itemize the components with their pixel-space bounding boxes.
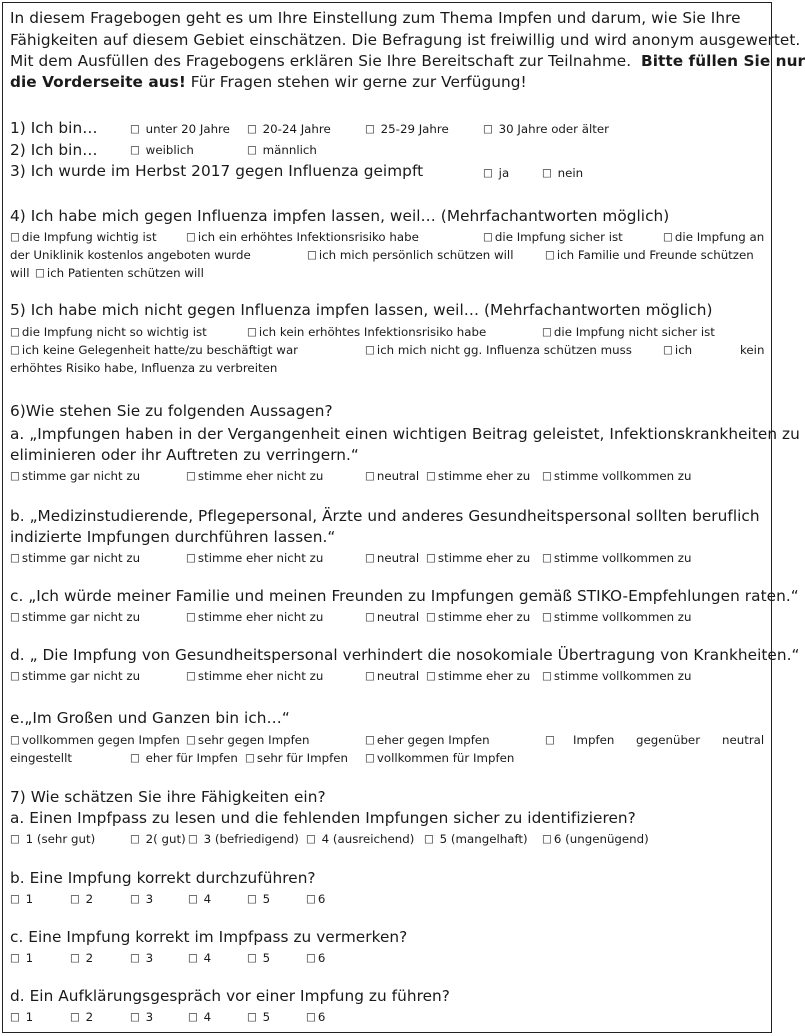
q6d-scale-4[interactable]: □ stimme eher zu [426,669,531,683]
q7c-question: c. Eine Impfung korrekt im Impfpass zu vermerken? [10,928,408,946]
q5-label: 5) Ich habe mich nicht gegen Influenza impfen lassen, weil… (Mehrfachantworten möglich) [10,301,713,319]
q6d-scale-2[interactable]: □ stimme eher nicht zu [186,669,324,683]
q1-option-under-20[interactable]: □ unter 20 Jahre [130,122,230,136]
q6e-option-neutral[interactable]: □ [545,734,555,746]
q7b-option-1[interactable]: □ 1 [10,892,34,906]
q6e-option-vollkommen-gegen[interactable]: □ vollkommen gegen Impfen [10,733,180,747]
q6b-scale-5[interactable]: □ stimme vollkommen zu [542,551,692,565]
q5-option-nicht-schuetzen[interactable]: □ ich mich nicht gg. Influenza schützen muss [365,343,632,357]
q7a-option-3[interactable]: □ 3 (befriedigend) [188,832,299,846]
q4-option-sicher[interactable]: □ die Impfung sicher ist [483,230,623,244]
q4-label: 4) Ich habe mich gegen Influenza impfen lassen, weil… (Mehrfachantworten möglich) [10,207,670,225]
q5-option-nicht-sicher[interactable]: □ die Impfung nicht sicher ist [542,325,715,339]
q5-option-kein-verbreitungsrisiko[interactable]: □ ich [663,343,693,357]
q7c-option-2[interactable]: □ 2 [70,951,94,965]
intro-line-3: Mit dem Ausfüllen des Fragebogens erklären Sie Ihre Bereitschaft zur Teilnahme. Bitte füllen Sie nur [10,52,805,70]
q5-line-3: erhöhtes Risiko habe, Influenza zu verbreiten [10,361,278,375]
q2-label: 2) Ich bin… [10,141,98,159]
q7b-option-6[interactable]: □ 6 [306,892,326,906]
q6b-scale-2[interactable]: □ stimme eher nicht zu [186,551,324,565]
q7a-option-2[interactable]: □ 2( gut) [130,832,186,846]
q6b-statement-line-2: indizierte Impfungen durchführen lassen.“ [10,528,336,546]
q7d-option-1[interactable]: □ 1 [10,1010,34,1024]
q6d-statement: d. „ Die Impfung von Gesundheitspersonal verhindert die nosokomiale Übertragung von Krankheiten.“ [10,646,800,664]
q1-label: 1) Ich bin… [10,119,98,137]
q7b-option-2[interactable]: □ 2 [70,892,94,906]
q5-line-2-end: kein [740,343,765,357]
q7d-option-3[interactable]: □ 3 [130,1010,154,1024]
q7b-option-5[interactable]: □ 5 [247,892,271,906]
q6e-option-eher-fuer[interactable]: □ eher für Impfen [130,751,238,765]
q6e-option-vollkommen-fuer[interactable]: □ vollkommen für Impfen [365,751,515,765]
q7b-option-4[interactable]: □ 4 [188,892,212,906]
q6c-scale-4[interactable]: □ stimme eher zu [426,610,531,624]
q6a-scale-4[interactable]: □ stimme eher zu [426,469,531,483]
q2-option-weiblich[interactable]: □ weiblich [130,143,194,157]
q7b-option-3[interactable]: □ 3 [130,892,154,906]
q6-label: 6)Wie stehen Sie zu folgenden Aussagen? [10,402,333,420]
q6b-statement-line-1: b. „Medizinstudierende, Pflegepersonal, Ärzte und anderes Gesundheitspersonal sollten beruflich [10,507,760,525]
q7c-option-4[interactable]: □ 4 [188,951,212,965]
q6e-neutral-word-2: gegenüber [636,733,701,747]
q1-option-20-24[interactable]: □ 20-24 Jahre [247,122,331,136]
q6e-option-sehr-fuer[interactable]: □ sehr für Impfen [245,751,348,765]
q6d-scale-3[interactable]: □ neutral [365,669,420,683]
q7c-option-5[interactable]: □ 5 [247,951,271,965]
q2-option-maennlich[interactable]: □ männlich [247,143,317,157]
q6d-scale-1[interactable]: □ stimme gar nicht zu [10,669,141,683]
q5-option-kein-risiko[interactable]: □ ich kein erhöhtes Infektionsrisiko habe [247,325,487,339]
q1-option-25-29[interactable]: □ 25-29 Jahre [365,122,449,136]
intro-line-4: die Vorderseite aus! Für Fragen stehen wir gerne zur Verfügung! [10,73,527,91]
q6b-scale-4[interactable]: □ stimme eher zu [426,551,531,565]
q1-option-30-plus[interactable]: □ 30 Jahre oder älter [483,122,610,136]
q4-option-patienten[interactable]: □ ich Patienten schützen will [35,266,204,280]
q7d-question: d. Ein Aufklärungsgespräch vor einer Impfung zu führen? [10,987,450,1005]
q7d-option-2[interactable]: □ 2 [70,1010,94,1024]
q6b-scale-3[interactable]: □ neutral [365,551,420,565]
q7d-option-5[interactable]: □ 5 [247,1010,271,1024]
q6c-scale-5[interactable]: □ stimme vollkommen zu [542,610,692,624]
q6a-scale-1[interactable]: □ stimme gar nicht zu [10,469,141,483]
q7c-option-3[interactable]: □ 3 [130,951,154,965]
q6c-scale-1[interactable]: □ stimme gar nicht zu [10,610,141,624]
q7c-option-1[interactable]: □ 1 [10,951,34,965]
q6c-scale-3[interactable]: □ neutral [365,610,420,624]
q7d-option-6[interactable]: □ 6 [306,1010,326,1024]
q3-label: 3) Ich wurde im Herbst 2017 gegen Influenza geimpft [10,162,424,180]
q6c-statement: c. „Ich würde meiner Familie und meinen Freunden zu Impfungen gemäß STIKO-Empfehlungen raten.“ [10,587,799,605]
q7a-option-6[interactable]: □ 6 (ungenügend) [542,832,649,846]
q7d-option-4[interactable]: □ 4 [188,1010,212,1024]
q3-option-nein[interactable]: □ nein [542,166,584,180]
q6e-option-sehr-gegen[interactable]: □ sehr gegen Impfen [186,733,310,747]
q6e-option-eher-gegen[interactable]: □ eher gegen Impfen [365,733,490,747]
q6e-line-2-start: eingestellt [10,751,72,765]
q7a-option-4[interactable]: □ 4 (ausreichend) [306,832,415,846]
q6e-neutral-word-3: neutral [722,733,765,747]
q7b-question: b. Eine Impfung korrekt durchzuführen? [10,869,316,887]
q6c-scale-2[interactable]: □ stimme eher nicht zu [186,610,324,624]
q6a-scale-5[interactable]: □ stimme vollkommen zu [542,469,692,483]
q7-label: 7) Wie schätzen Sie ihre Fähigkeiten ein? [10,788,326,806]
q4-line-3-start: will [10,266,30,280]
q4-line-2-start: der Uniklinik kostenlos angeboten wurde [10,248,251,262]
q6a-statement-line-2: eliminieren oder ihr Auftreten zu verringern.“ [10,446,359,464]
q3-option-ja[interactable]: □ ja [483,166,510,180]
q7a-question: a. Einen Impfpass zu lesen und die fehlenden Impfungen sicher zu identifizieren? [10,809,636,827]
intro-line-1: In diesem Fragebogen geht es um Ihre Einstellung zum Thema Impfen und darum, wie Sie Ihre [10,9,741,27]
q4-option-uniklinik[interactable]: □ die Impfung an [663,230,765,244]
q6a-scale-2[interactable]: □ stimme eher nicht zu [186,469,324,483]
q4-option-wichtig[interactable]: □ die Impfung wichtig ist [10,230,157,244]
q7c-option-6[interactable]: □ 6 [306,951,326,965]
q6e-statement: e.„Im Großen und Ganzen bin ich…“ [10,709,290,727]
intro-line-2: Fähigkeiten auf diesem Gebiet einschätzen. Die Befragung ist freiwillig und wird anonym ausgewertet. [10,31,801,49]
q6b-scale-1[interactable]: □ stimme gar nicht zu [10,551,141,565]
q5-option-keine-gelegenheit[interactable]: □ ich keine Gelegenheit hatte/zu beschäftigt war [10,343,299,357]
q6a-statement-line-1: a. „Impfungen haben in der Vergangenheit einen wichtigen Beitrag geleistet, Infektionskrankheiten zu [10,425,800,443]
q4-option-familie[interactable]: □ ich Familie und Freunde schützen [545,248,754,262]
q4-option-persoenlich[interactable]: □ ich mich persönlich schützen will [307,248,514,262]
q4-option-infektionsrisiko[interactable]: □ ich ein erhöhtes Infektionsrisiko habe [186,230,419,244]
q6e-neutral-word-1: Impfen [573,733,615,747]
q7a-option-1[interactable]: □ 1 (sehr gut) [10,832,96,846]
q7a-option-5[interactable]: □ 5 (mangelhaft) [424,832,528,846]
q6d-scale-5[interactable]: □ stimme vollkommen zu [542,669,692,683]
q6a-scale-3[interactable]: □ neutral [365,469,420,483]
q5-option-nicht-wichtig[interactable]: □ die Impfung nicht so wichtig ist [10,325,207,339]
